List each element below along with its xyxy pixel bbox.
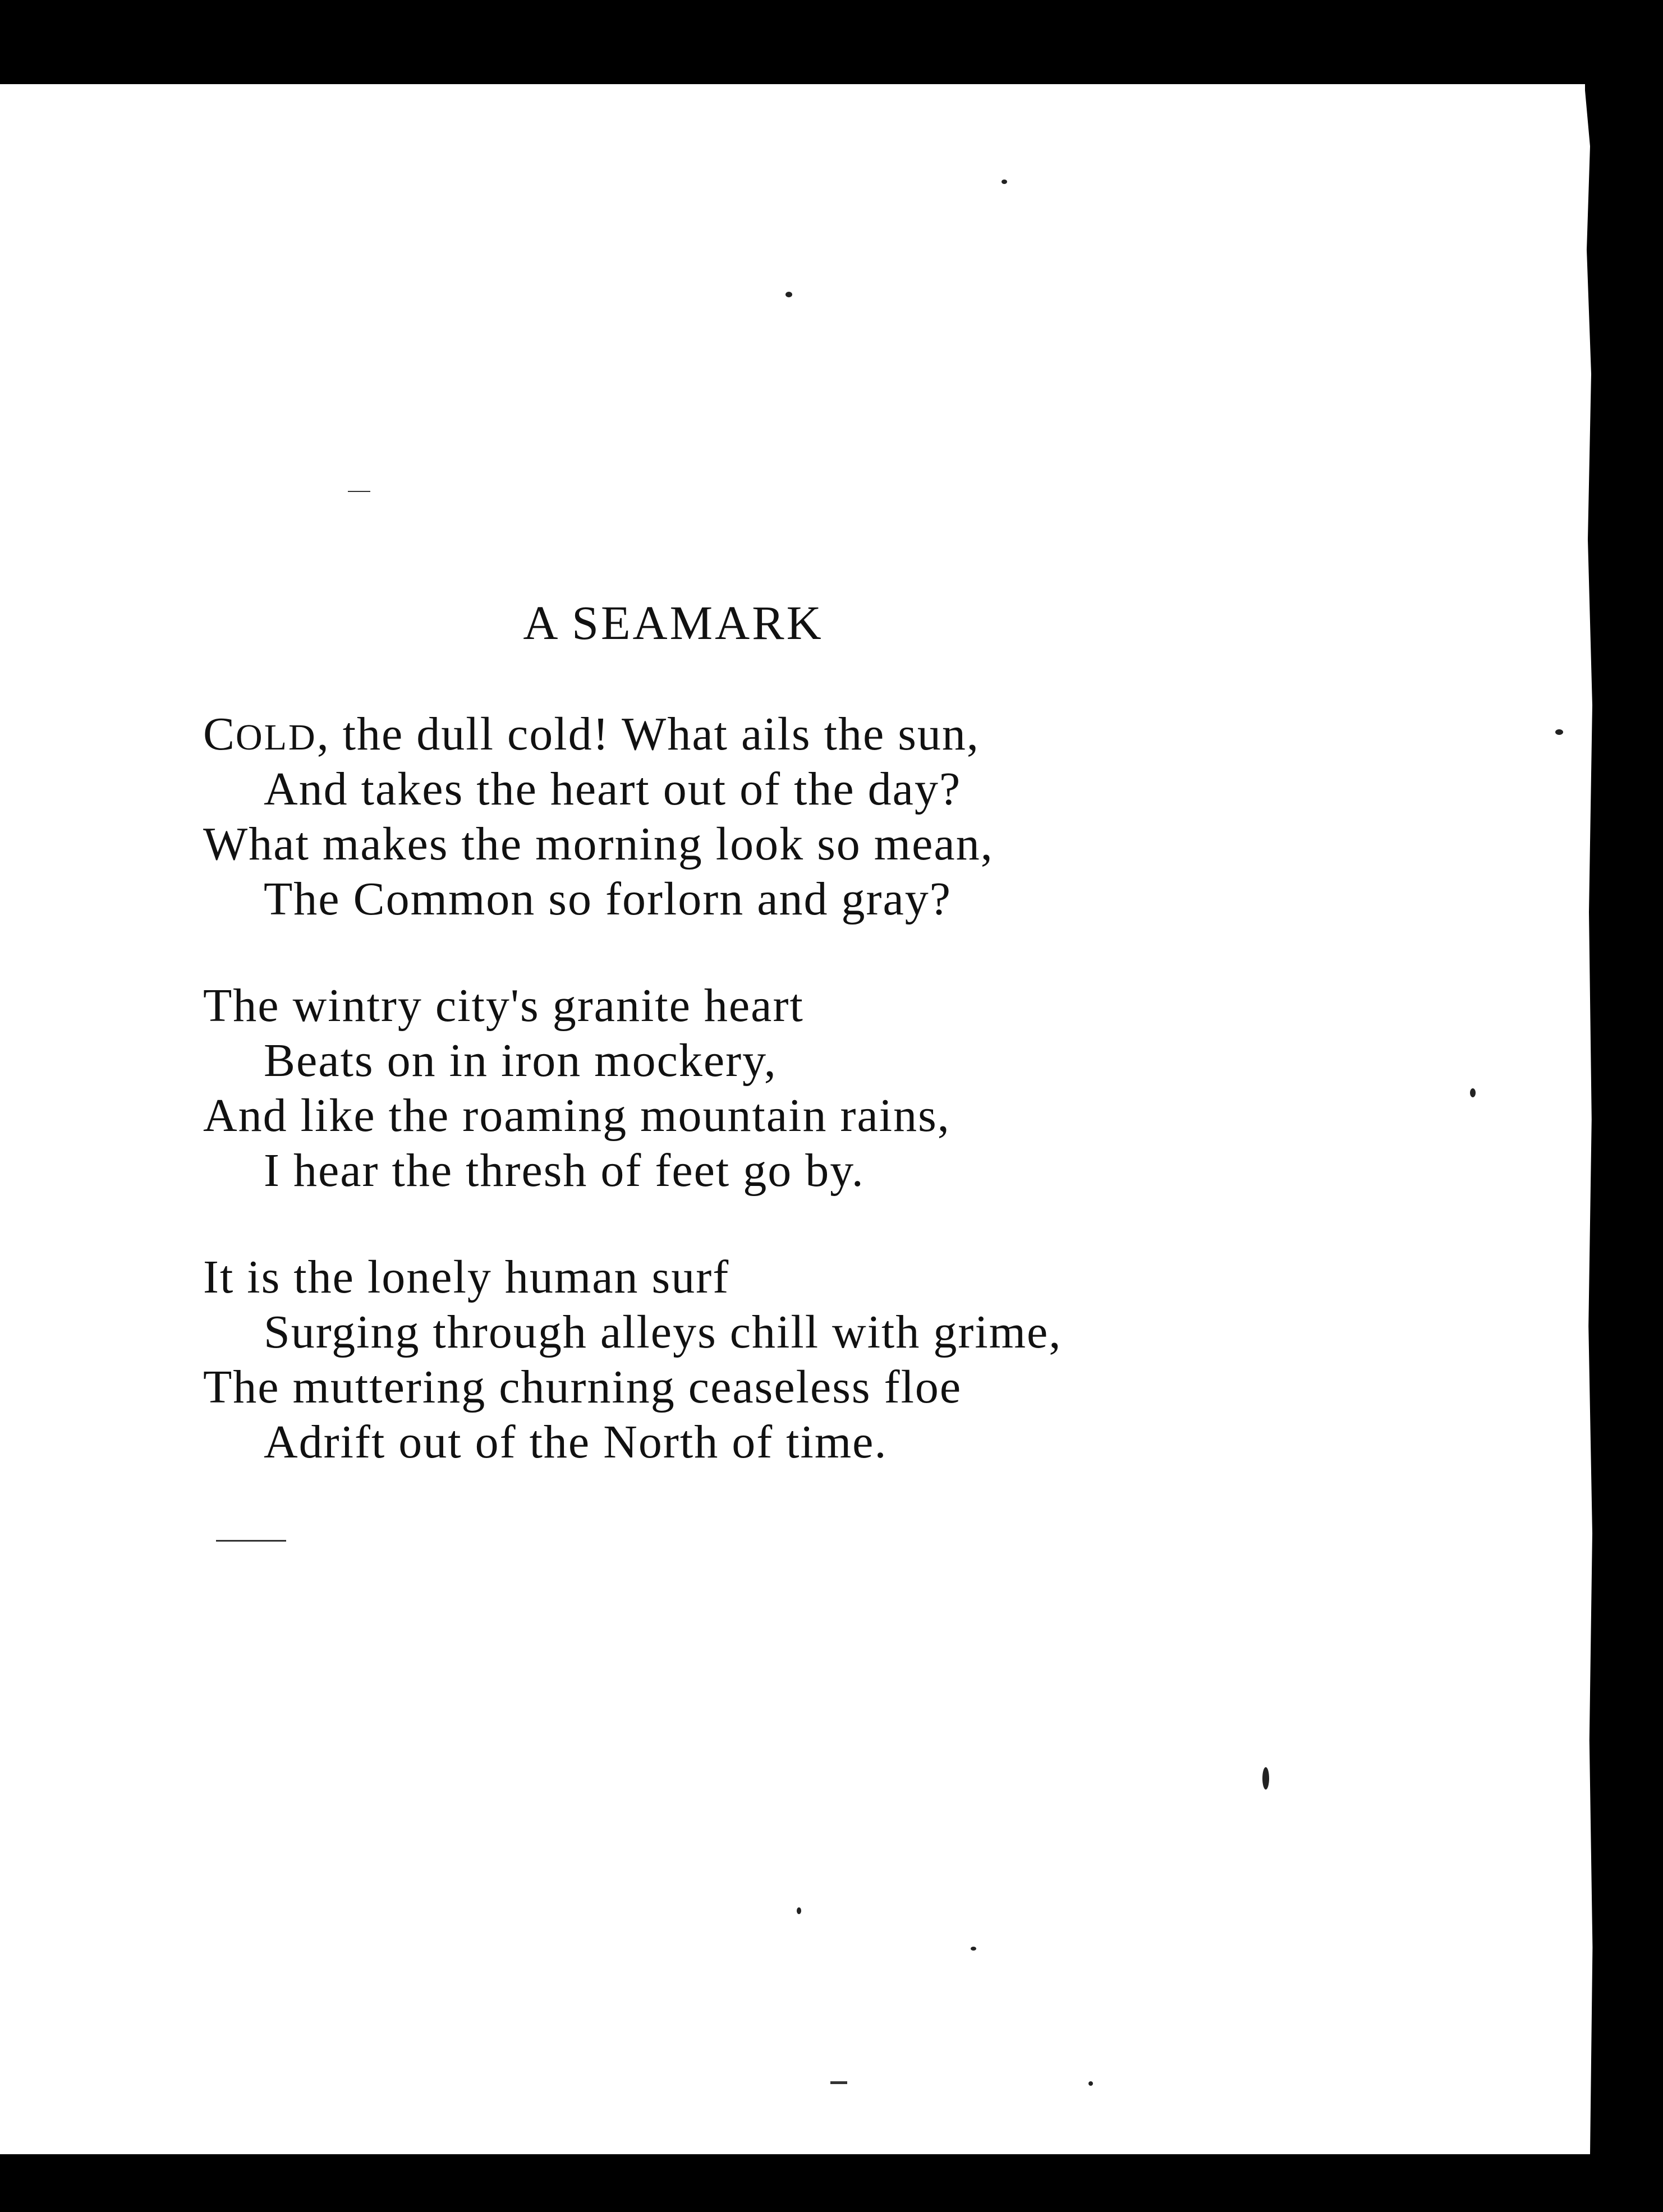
poem-title: A SEAMARK (523, 596, 824, 650)
stanza-2 (203, 978, 1062, 1198)
scan-speck (1470, 1088, 1476, 1097)
poem-line: Beats on in iron mockery, (264, 1034, 777, 1087)
scan-speck (1088, 2081, 1093, 2086)
poem-line: The wintry city's granite heart (203, 979, 804, 1032)
scan-speck (971, 1947, 976, 1951)
stanza-3 (203, 1250, 1062, 1470)
poem-line: I hear the thresh of feet go by. (264, 1144, 865, 1197)
first-line-rest: , the dull cold! What ails the sun, (316, 708, 980, 760)
scan-speck (797, 1907, 801, 1914)
first-word-small-caps: OLD (236, 717, 317, 758)
scan-mark (216, 1540, 286, 1542)
stanza-1 (203, 707, 1062, 927)
scan-speck (1262, 1767, 1269, 1790)
poem-line: Surging through alleys chill with grime, (264, 1306, 1062, 1358)
poem-line: And takes the heart out of the day? (264, 763, 962, 815)
poem-line: The Common so forlorn and gray? (264, 873, 952, 925)
poem-line: It is the lonely human surf (203, 1251, 730, 1303)
poem-line: And like the roaming mountain rains, (203, 1089, 950, 1142)
poem-body (203, 707, 1062, 1521)
poem-line: The muttering churning ceaseless floe (203, 1361, 962, 1413)
first-word-capital: C (203, 708, 236, 760)
scan-mark (830, 2081, 847, 2084)
book-page (0, 84, 1585, 2154)
scan-speck (1555, 729, 1563, 735)
scan-mark (348, 491, 370, 492)
poem-line: Adrift out of the North of time. (264, 1416, 888, 1468)
scan-speck (785, 292, 792, 297)
scan-speck (1002, 180, 1007, 184)
poem-line: What makes the morning look so mean, (203, 818, 994, 870)
page-torn-edge (1571, 84, 1593, 2154)
poem-line (203, 707, 1062, 762)
